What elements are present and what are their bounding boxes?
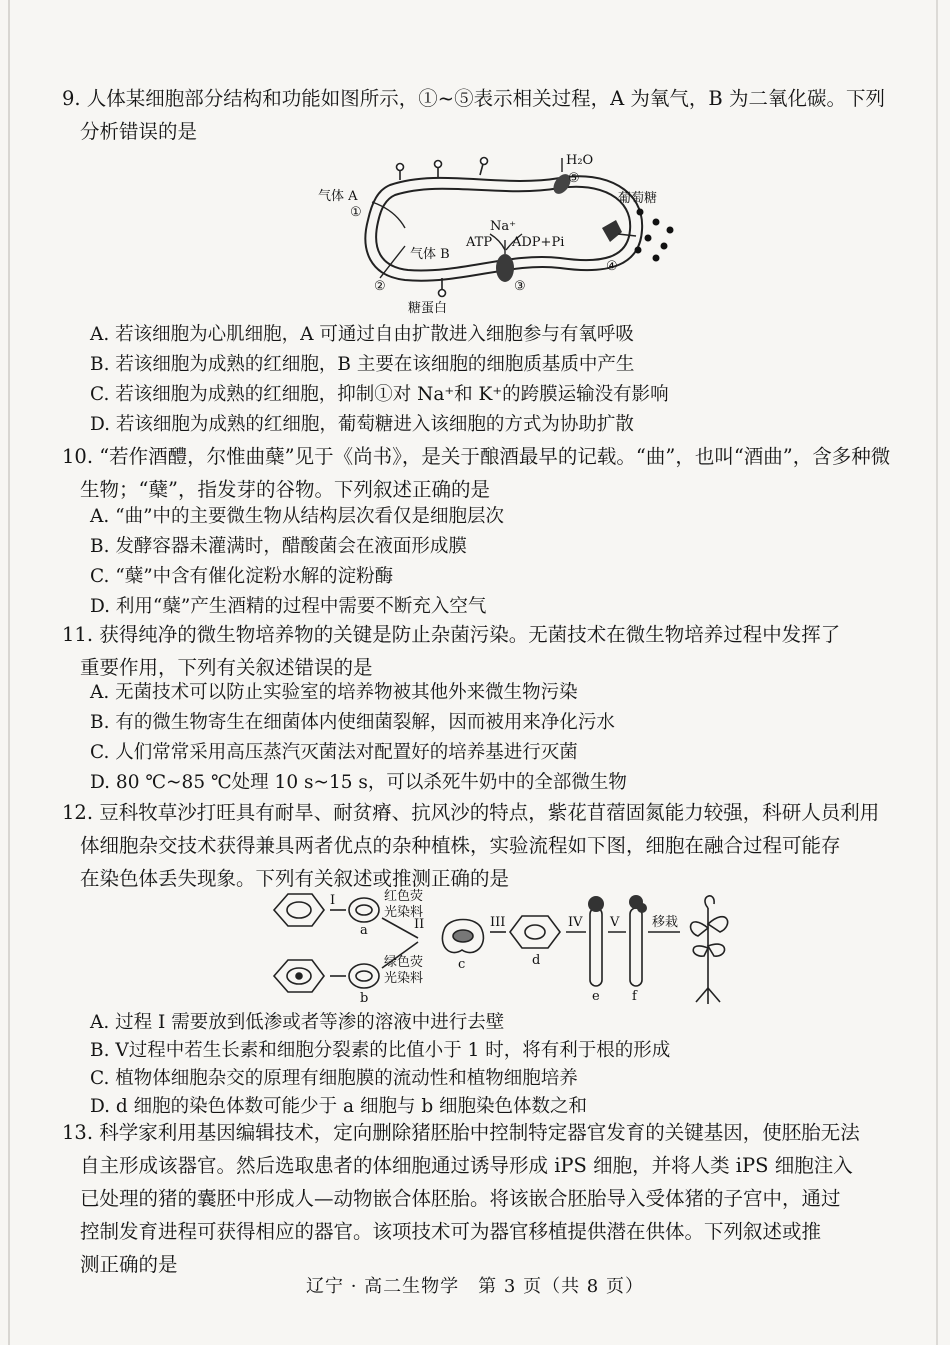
q9-stem-line2: 分析错误的是 — [80, 120, 198, 143]
sodium-pump — [496, 254, 514, 282]
label-5: ⑤ — [568, 171, 580, 186]
label-glycoprotein: 糖蛋白 — [408, 301, 448, 316]
q10-stem — [62, 440, 892, 506]
tube-f — [630, 908, 642, 986]
q10-stem-line2: 生物；“蘖”，指发芽的谷物。下列叙述正确的是 — [80, 478, 490, 501]
q12-fusion-diagram — [268, 888, 738, 1006]
q11-option-c: C. 人们常常采用高压蒸汽灭菌法对配置好的培养基进行灭菌 — [90, 742, 578, 763]
label-glucose: 葡萄糖 — [618, 191, 658, 206]
q12-stem-line3: 在染色体丢失现象。下列有关叙述或推测正确的是 — [80, 867, 510, 890]
label-c: c — [458, 957, 466, 972]
step-5: V — [610, 915, 620, 930]
plant-cell-top — [274, 894, 324, 926]
q10-option-d: D. 利用“蘖”产生酒精的过程中需要不断充入空气 — [90, 596, 487, 617]
label-e: e — [592, 989, 600, 1004]
red-dye-line2: 光染料 — [384, 905, 424, 920]
regenerated-plant — [691, 896, 728, 1004]
q11-stem-line2: 重要作用，下列有关叙述错误的是 — [80, 656, 373, 679]
q10-stem-line1: 10. “若作酒醴，尔惟曲蘖”见于《尚书》，是关于酿酒最早的记载。“曲”，也叫“酒曲”，含多种微 — [62, 445, 891, 468]
label-adp: ADP+Pi — [512, 235, 565, 250]
red-dye-line1: 红色荧 — [384, 889, 424, 904]
q11-option-a: A. 无菌技术可以防止实验室的培养物被其他外来微生物污染 — [90, 682, 578, 703]
q12-stem-line2: 体细胞杂交技术获得兼具两者优点的杂种植株，实验流程如下图，细胞在融合过程可能存 — [80, 834, 841, 857]
q11-option-d: D. 80 ℃~85 ℃处理 10 s~15 s，可以杀死牛奶中的全部微生物 — [90, 772, 627, 793]
q11-option-b: B. 有的微生物寄生在细菌体内使细菌裂解，因而被用来净化污水 — [90, 712, 615, 733]
q12-option-b: B. V过程中若生长素和细胞分裂素的比值小于 1 时，将有利于根的形成 — [90, 1040, 671, 1061]
label-atp: ATP — [466, 235, 493, 250]
q12-option-a: A. 过程 I 需要放到低渗或者等渗的溶液中进行去壁 — [90, 1012, 505, 1033]
step-1: I — [330, 893, 336, 908]
q13-stem-line3: 已处理的猪的囊胚中形成人—动物嵌合体胚胎。将该嵌合胚胎导入受体猪的子宫中，通过 — [80, 1187, 841, 1210]
label-na: Na⁺ — [490, 219, 516, 234]
label-4: ④ — [606, 259, 618, 274]
label-gas-b: 气体 B — [410, 247, 450, 262]
glucose-carrier — [602, 220, 622, 242]
label-water: H₂O — [566, 153, 594, 168]
q11-stem — [62, 618, 892, 684]
q12-stem — [62, 796, 892, 895]
q13-stem — [62, 1116, 892, 1281]
step-2: II — [414, 917, 425, 932]
q11-stem-line1: 11. 获得纯净的微生物培养物的关键是防止杂菌污染。无菌技术在微生物培养过程中发挥了 — [62, 623, 841, 646]
scan-edge-left — [8, 0, 10, 1345]
label-2: ② — [374, 279, 386, 294]
q12-option-c: C. 植物体细胞杂交的原理有细胞膜的流动性和植物细胞培养 — [90, 1068, 578, 1089]
q13-stem-line1: 13. 科学家利用基因编辑技术，定向删除猪胚胎中控制特定器官发育的关键基因，使胚胎无法 — [62, 1121, 860, 1144]
q13-stem-line2: 自主形成该器官。然后选取患者的体细胞通过诱导形成 iPS 细胞，并将人类 iPS 细胞注入 — [80, 1154, 853, 1177]
page-footer: 辽宁 · 高二生物学 第 3 页（共 8 页） — [306, 1276, 644, 1297]
q12-option-d: D. d 细胞的染色体数可能少于 a 细胞与 b 细胞染色体数之和 — [90, 1096, 588, 1117]
q10-option-c: C. “蘖”中含有催化淀粉水解的淀粉酶 — [90, 566, 394, 587]
q9-option-c: C. 若该细胞为成熟的红细胞，抑制①对 Na⁺和 K⁺的跨膜运输没有影响 — [90, 384, 669, 405]
q9-option-d: D. 若该细胞为成熟的红细胞，葡萄糖进入该细胞的方式为协助扩散 — [90, 414, 634, 435]
q10-option-a: A. “曲”中的主要微生物从结构层次看仅是细胞层次 — [90, 506, 505, 527]
tube-e — [590, 908, 602, 986]
label-3: ③ — [514, 279, 526, 294]
q9-stem — [62, 82, 892, 148]
label-d: d — [532, 953, 541, 968]
transplant-label: 移栽 — [652, 915, 679, 930]
green-dye-line1: 绿色荧 — [384, 955, 424, 970]
label-f: f — [632, 989, 637, 1004]
q9-stem-line1: 9. 人体某细胞部分结构和功能如图所示，①~⑤表示相关过程，A 为氧气，B 为二氧化碳。下列 — [62, 87, 885, 110]
label-b: b — [360, 991, 369, 1006]
q13-stem-line5: 测正确的是 — [80, 1253, 178, 1276]
step-4: IV — [568, 915, 583, 930]
label-a: a — [360, 923, 368, 938]
q13-stem-line4: 控制发育进程可获得相应的器官。该项技术可为器官移植提供潜在供体。下列叙述或推 — [80, 1220, 822, 1243]
protoplast-a — [349, 898, 379, 922]
protoplast-b — [349, 964, 379, 988]
q10-option-b: B. 发酵容器未灌满时，醋酸菌会在液面形成膜 — [90, 536, 467, 557]
step-3: III — [490, 915, 506, 930]
q9-option-b: B. 若该细胞为成熟的红细胞，B 主要在该细胞的细胞质基质中产生 — [90, 354, 635, 375]
green-dye-line2: 光染料 — [384, 971, 424, 986]
q12-stem-line1: 12. 豆科牧草沙打旺具有耐旱、耐贫瘠、抗风沙的特点，紫花苜蓿固氮能力较强，科研人员利用 — [62, 801, 880, 824]
scan-edge-right — [936, 0, 938, 1345]
q9-cell-diagram — [300, 150, 680, 320]
hybrid-cell-d — [510, 916, 560, 948]
label-gas-a: 气体 A — [318, 189, 358, 204]
q9-option-a: A. 若该细胞为心肌细胞，A 可通过自由扩散进入细胞参与有氧呼吸 — [90, 324, 634, 345]
label-1: ① — [350, 205, 362, 220]
